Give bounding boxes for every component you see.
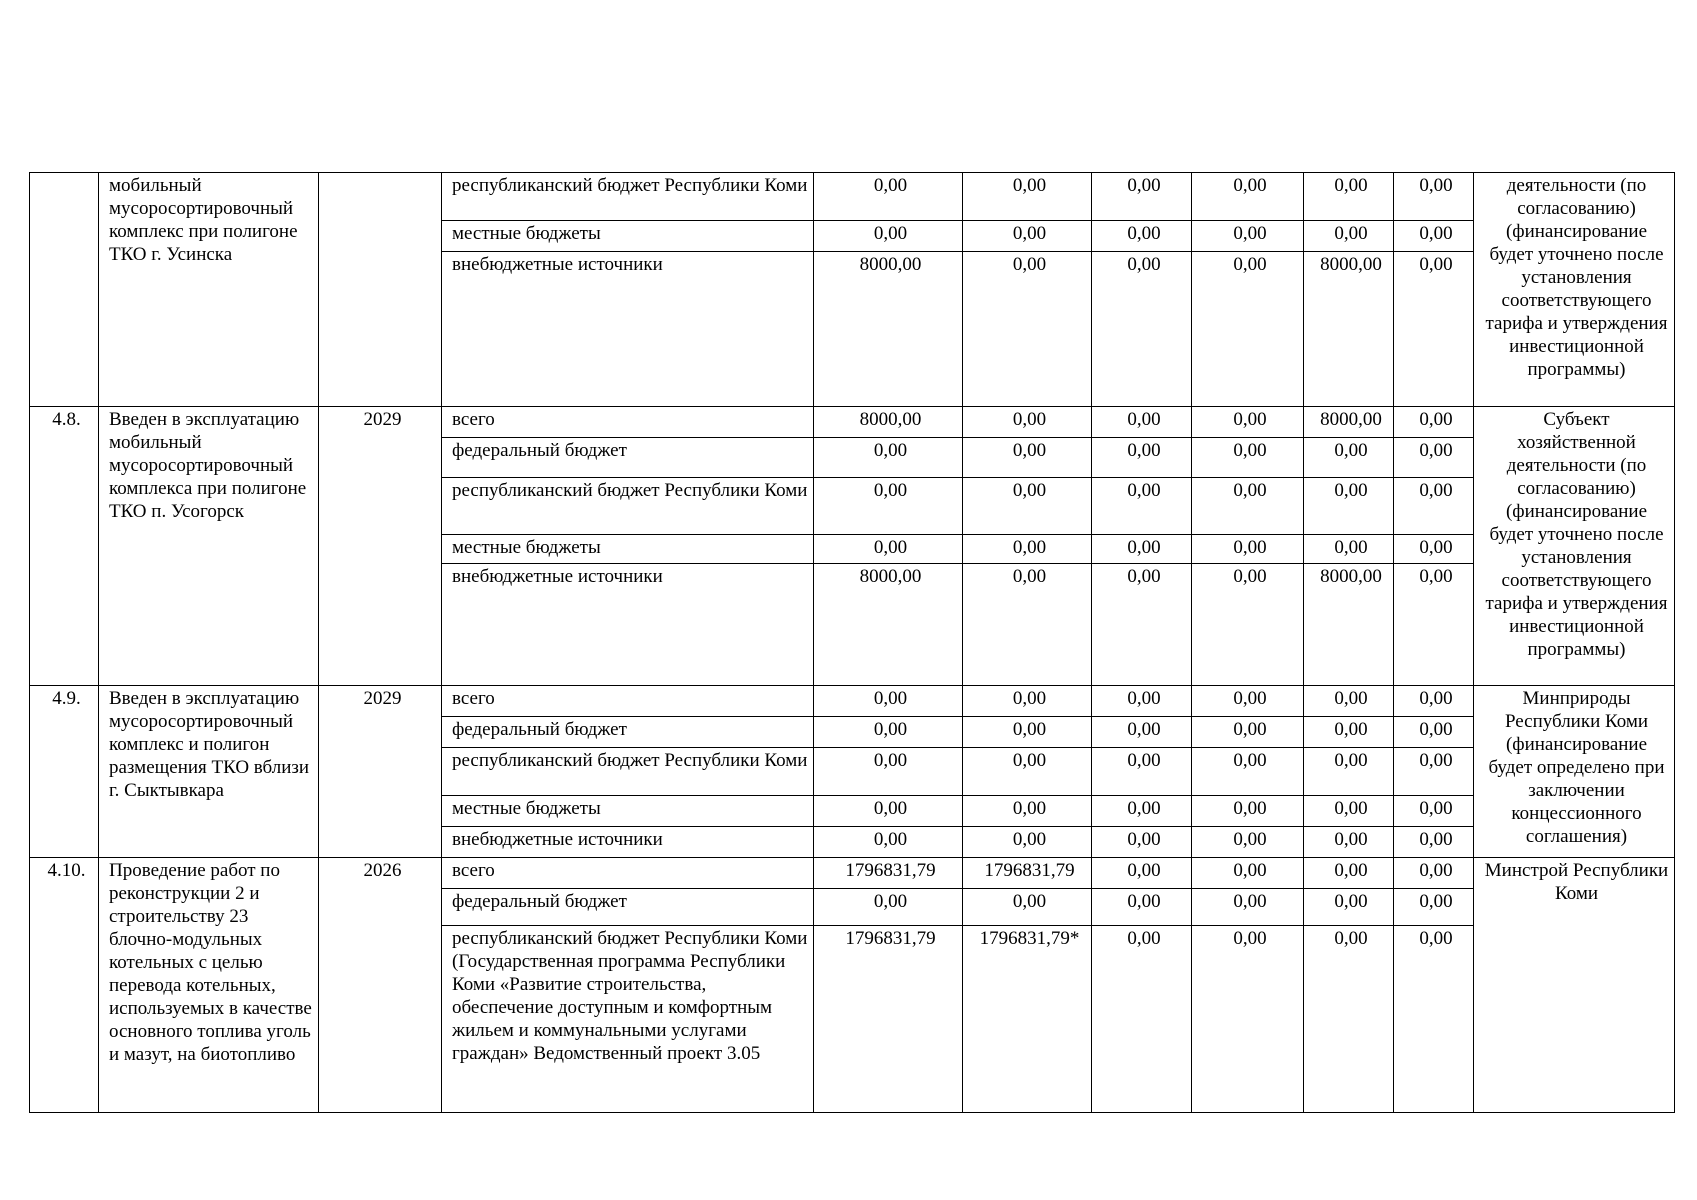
table-row [30, 858, 1675, 889]
amount-cell: 0,00 [1304, 926, 1394, 1113]
funding-source-label: местные бюджеты [452, 223, 601, 244]
amount-cell: 0,00 [1394, 252, 1474, 407]
amount-cell: 0,00 [1304, 438, 1394, 478]
amount-cell: 0,00 [963, 717, 1092, 748]
funding-source [442, 535, 814, 564]
amount-cell: 0,00 [963, 252, 1092, 407]
amount-cell: 8000,00 [814, 564, 963, 686]
amount-cell: 0,00 [1394, 438, 1474, 478]
amount-cell: 0,00 [1192, 748, 1304, 796]
amount-cell: 0,00 [1394, 478, 1474, 535]
amount-cell: 0,00 [814, 889, 963, 926]
amount-cell: 8000,00 [814, 407, 963, 438]
amount-cell: 0,00 [814, 478, 963, 535]
amount-cell: 0,00 [1092, 858, 1192, 889]
amount-cell: 0,00 [963, 827, 1092, 858]
funding-source-label: внебюджетные источники [452, 829, 663, 850]
amount-cell: 0,00 [1394, 221, 1474, 252]
amount-cell: 0,00 [1394, 564, 1474, 686]
amount-cell: 0,00 [814, 173, 963, 221]
amount-cell: 0,00 [1192, 717, 1304, 748]
amount-cell: 0,00 [1394, 889, 1474, 926]
amount-cell: 1796831,79* [963, 926, 1092, 1113]
amount-cell: 8000,00 [1304, 407, 1394, 438]
amount-cell: 0,00 [814, 221, 963, 252]
amount-cell: 0,00 [814, 535, 963, 564]
amount-cell: 0,00 [1192, 221, 1304, 252]
amount-cell: 0,00 [1192, 926, 1304, 1113]
amount-cell: 0,00 [1304, 221, 1394, 252]
funding-source-label: всего [452, 860, 495, 881]
funding-source [442, 221, 814, 252]
item-number: 4.9. [30, 686, 99, 858]
amount-cell: 0,00 [1092, 478, 1192, 535]
item-name: Введен в эксплуатацию мусоросортировочный комплекс и полигон размещения ТКО вблизи г. Сыктывкара [99, 686, 319, 858]
amount-cell: 0,00 [1304, 717, 1394, 748]
funding-source-label: республиканский бюджет Республики Коми [452, 750, 808, 771]
amount-cell: 1796831,79 [814, 858, 963, 889]
funding-source-label: внебюджетные источники [452, 566, 663, 587]
funding-source-label: всего [452, 688, 495, 709]
amount-cell: 0,00 [1394, 717, 1474, 748]
item-name: Проведение работ по реконструкции 2 и строительству 23 блочно-модульных котельных с целью перевода котельных, используемых в качестве основного топлива уголь и мазут, на биотопливо [99, 858, 319, 1113]
amount-cell: 0,00 [1192, 827, 1304, 858]
amount-cell: 0,00 [1192, 252, 1304, 407]
funding-source [442, 686, 814, 717]
amount-cell: 0,00 [1092, 252, 1192, 407]
amount-cell: 0,00 [1092, 686, 1192, 717]
amount-cell: 0,00 [963, 535, 1092, 564]
item-number: 4.10. [30, 858, 99, 1113]
amount-cell: 0,00 [1192, 858, 1304, 889]
amount-cell: 0,00 [1394, 796, 1474, 827]
amount-cell: 0,00 [1192, 796, 1304, 827]
amount-cell: 0,00 [1394, 858, 1474, 889]
funding-source [442, 748, 814, 796]
amount-cell: 0,00 [814, 438, 963, 478]
funding-source [442, 889, 814, 926]
table-row [30, 407, 1675, 438]
amount-cell: 0,00 [1394, 827, 1474, 858]
amount-cell: 0,00 [1092, 535, 1192, 564]
amount-cell: 8000,00 [1304, 252, 1394, 407]
item-number [30, 173, 99, 407]
funding-source [442, 407, 814, 438]
amount-cell: 0,00 [1192, 535, 1304, 564]
funding-source-label: федеральный бюджет [452, 891, 627, 912]
amount-cell: 0,00 [1092, 926, 1192, 1113]
amount-cell: 0,00 [1092, 438, 1192, 478]
amount-cell: 0,00 [963, 173, 1092, 221]
funding-source [442, 827, 814, 858]
amount-cell: 0,00 [1192, 889, 1304, 926]
funding-source [442, 796, 814, 827]
amount-cell: 0,00 [1092, 221, 1192, 252]
amount-cell: 0,00 [1394, 173, 1474, 221]
item-name: мобильный мусоросортировочный комплекс при полигоне ТКО г. Усинска [99, 173, 319, 407]
item-number: 4.8. [30, 407, 99, 686]
amount-cell: 0,00 [1304, 173, 1394, 221]
funding-source [442, 926, 814, 1113]
funding-source-note: (Государственная программа Республики Коми «Развитие строительства, обеспечение доступным и комфортным жильем и коммунальными услугами граждан» Ведомственный проект 3.05 [452, 951, 786, 1064]
amount-cell: 0,00 [963, 889, 1092, 926]
amount-cell: 0,00 [963, 221, 1092, 252]
amount-cell: 0,00 [963, 748, 1092, 796]
funding-source [442, 252, 814, 407]
funding-source-label: внебюджетные источники [452, 254, 663, 275]
amount-cell: 0,00 [963, 796, 1092, 827]
amount-cell: 0,00 [814, 717, 963, 748]
funding-source [442, 564, 814, 686]
amount-cell: 0,00 [1394, 748, 1474, 796]
amount-cell: 0,00 [963, 564, 1092, 686]
amount-cell: 0,00 [1092, 889, 1192, 926]
funding-source-label: республиканский бюджет Республики Коми [452, 928, 808, 949]
funding-source [442, 173, 814, 221]
amount-cell: 0,00 [1092, 748, 1192, 796]
amount-cell: 0,00 [814, 827, 963, 858]
item-year: 2029 [319, 686, 442, 858]
amount-cell: 8000,00 [1304, 564, 1394, 686]
amount-cell: 0,00 [963, 686, 1092, 717]
amount-cell: 0,00 [963, 478, 1092, 535]
amount-cell: 0,00 [1092, 717, 1192, 748]
budget-table [29, 172, 1675, 1113]
item-executor: Субъект хозяйственной деятельности (по согласованию) (финансирование будет уточнено после установления соответствующего тарифа и утверждения инвестиционной программы) [1474, 407, 1675, 686]
amount-cell: 0,00 [1304, 858, 1394, 889]
amount-cell: 0,00 [1192, 686, 1304, 717]
amount-cell: 0,00 [1394, 535, 1474, 564]
funding-source-label: федеральный бюджет [452, 440, 627, 461]
funding-source-label: федеральный бюджет [452, 719, 627, 740]
funding-source [442, 717, 814, 748]
amount-cell: 0,00 [1304, 478, 1394, 535]
item-year [319, 173, 442, 407]
amount-cell: 0,00 [1192, 478, 1304, 535]
amount-cell: 0,00 [814, 748, 963, 796]
amount-cell: 0,00 [1092, 407, 1192, 438]
item-year: 2029 [319, 407, 442, 686]
item-year: 2026 [319, 858, 442, 1113]
funding-source-label: всего [452, 409, 495, 430]
item-name: Введен в эксплуатацию мобильный мусоросортировочный комплекса при полигоне ТКО п. Усогорск [99, 407, 319, 686]
funding-source-label: республиканский бюджет Республики Коми [452, 175, 808, 196]
amount-cell: 1796831,79 [963, 858, 1092, 889]
amount-cell: 0,00 [1304, 748, 1394, 796]
item-executor: Минприроды Республики Коми (финансирование будет определено при заключении концессионного соглашения) [1474, 686, 1675, 858]
amount-cell: 0,00 [814, 796, 963, 827]
amount-cell: 0,00 [1192, 173, 1304, 221]
amount-cell: 0,00 [1304, 535, 1394, 564]
amount-cell: 0,00 [1394, 926, 1474, 1113]
amount-cell: 0,00 [1192, 407, 1304, 438]
amount-cell: 0,00 [814, 686, 963, 717]
table-row [30, 173, 1675, 221]
amount-cell: 0,00 [1304, 889, 1394, 926]
amount-cell: 0,00 [1394, 686, 1474, 717]
funding-source-label: местные бюджеты [452, 537, 601, 558]
item-executor: деятельности (по согласованию) (финансирование будет уточнено после установления соответствующего тарифа и утверждения инвестиционной программы) [1474, 173, 1675, 407]
funding-source [442, 438, 814, 478]
amount-cell: 8000,00 [814, 252, 963, 407]
amount-cell: 0,00 [1192, 438, 1304, 478]
amount-cell: 0,00 [1092, 564, 1192, 686]
funding-source-label: местные бюджеты [452, 798, 601, 819]
amount-cell: 0,00 [1092, 827, 1192, 858]
funding-source-label: республиканский бюджет Республики Коми [452, 480, 808, 501]
item-executor: Минстрой Республики Коми [1474, 858, 1675, 1113]
funding-source [442, 858, 814, 889]
amount-cell: 0,00 [1304, 796, 1394, 827]
amount-cell: 0,00 [1394, 407, 1474, 438]
amount-cell: 0,00 [1304, 686, 1394, 717]
amount-cell: 0,00 [1092, 173, 1192, 221]
amount-cell: 0,00 [963, 438, 1092, 478]
amount-cell: 1796831,79 [814, 926, 963, 1113]
budget-table-body [30, 173, 1675, 1113]
table-row [30, 686, 1675, 717]
amount-cell: 0,00 [1192, 564, 1304, 686]
funding-source [442, 478, 814, 535]
amount-cell: 0,00 [963, 407, 1092, 438]
amount-cell: 0,00 [1304, 827, 1394, 858]
amount-cell: 0,00 [1092, 796, 1192, 827]
